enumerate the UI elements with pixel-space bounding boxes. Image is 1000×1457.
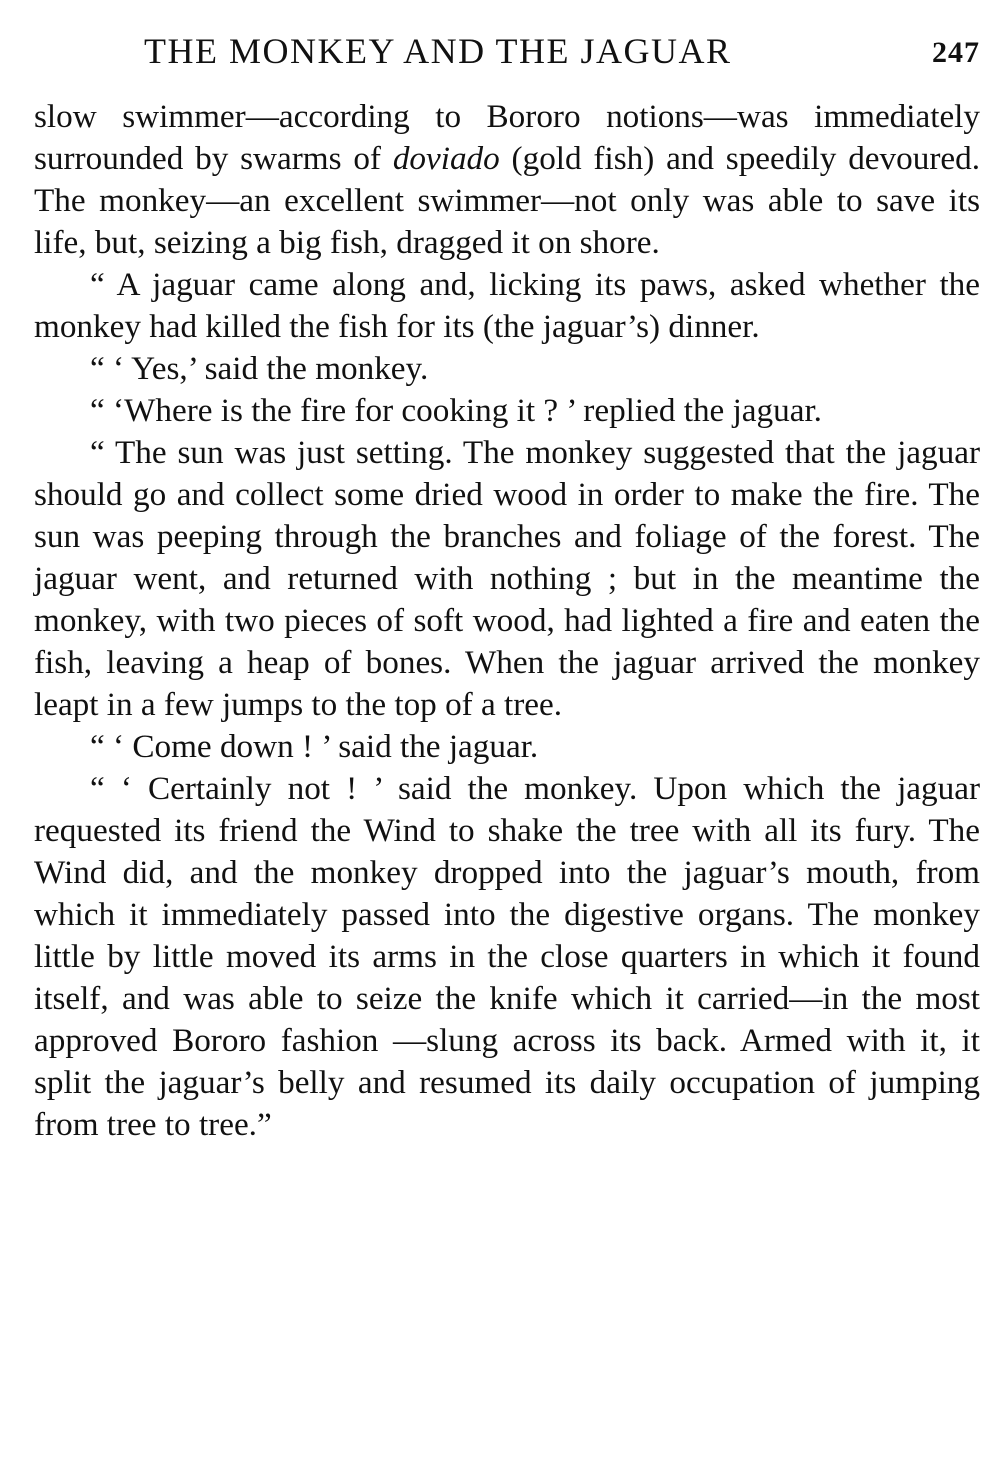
paragraph: “ ‘ Come down ! ’ said the jaguar. (90, 728, 539, 765)
book-page (34, 30, 980, 1146)
body-text (34, 96, 980, 1146)
paragraph-text: slow swimmer—according to Bororo notions—was immediately surrounded by swarms of (34, 98, 980, 177)
paragraph: “ ‘ Yes,’ said the monkey. (90, 350, 429, 387)
paragraph: “ ‘Where is the fire for cooking it ? ’ replied the jaguar. (90, 392, 822, 429)
page-header (34, 30, 980, 82)
running-title: THE MONKEY AND THE JAGUAR (144, 31, 732, 71)
italic-term: doviado (392, 140, 500, 177)
paragraph-continued (34, 96, 980, 264)
paragraph-text: (gold fish) and speedily devoured. The monkey—an excellent swimmer—not only was able to save its life, but, seizing a big fish, dragged it on shore. (34, 140, 980, 261)
paragraph: “ The sun was just setting. The monkey suggested that the jaguar should go and collect some dried wood in order to make the fire. The sun was peeping through the branches and foliage of the forest. The jaguar went, and returned with nothing ; but in the meantime the monkey, with two pieces of soft wood, had lighted a fire and eaten the fish, leaving a heap of bones. When the jaguar arrived the monkey leapt in a few jumps to the top of a tree. (34, 434, 980, 723)
paragraph: “ ‘ Certainly not ! ’ said the monkey. Upon which the jaguar requested its friend the Wind to shake the tree with all its fury. The Wind did, and the monkey dropped into the jaguar’s mouth, from which it immediately passed into the digestive organs. The monkey little by little moved its arms in the close quarters in which it found itself, and was able to seize the knife which it carried—in the most approved Bororo fashion —slung across its back. Armed with it, it split the jaguar’s belly and resumed its daily occupation of jumping from tree to tree.” (34, 770, 980, 1143)
page-number: 247 (932, 36, 980, 69)
paragraph: “ A jaguar came along and, licking its paws, asked whether the monkey had killed the fish for its (the jaguar’s) dinner. (34, 266, 980, 345)
